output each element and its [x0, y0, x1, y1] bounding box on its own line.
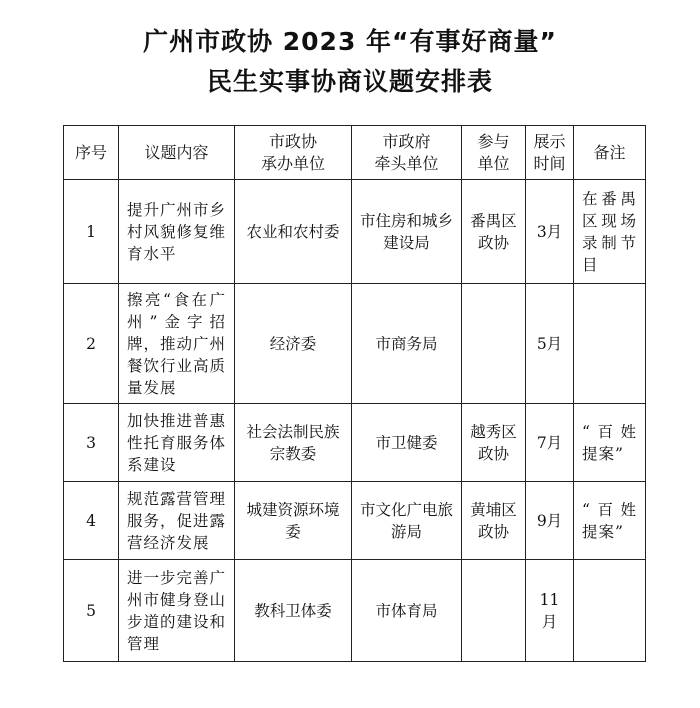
cell-gov-unit: 市体育局	[352, 560, 462, 662]
cell-gov-unit: 市文化广电旅游局	[352, 482, 462, 560]
cell-topic: 规范露营管理服务，促进露营经济发展	[119, 482, 235, 560]
cell-note	[574, 284, 646, 404]
header-time	[526, 126, 574, 180]
cell-participant	[462, 284, 526, 404]
header-gov-line2: 牵头单位	[374, 153, 439, 173]
cell-time: 11月	[526, 560, 574, 662]
cell-cppcc-unit: 农业和农村委	[235, 180, 352, 284]
table-row	[64, 482, 646, 560]
cell-topic: 擦亮“食在广州”金字招牌，推动广州餐饮行业高质量发展	[119, 284, 235, 404]
table-row	[64, 284, 646, 404]
cell-no: 2	[64, 284, 119, 404]
header-cppcc-line2: 承办单位	[260, 153, 325, 173]
cell-no: 5	[64, 560, 119, 662]
cell-time: 5月	[526, 284, 574, 404]
table-row	[64, 180, 646, 284]
cell-gov-unit: 市住房和城乡建设局	[352, 180, 462, 284]
cell-gov-unit: 市商务局	[352, 284, 462, 404]
header-gov-line1: 市政府	[382, 131, 431, 151]
cell-no: 1	[64, 180, 119, 284]
cell-note: “百姓提案”	[574, 482, 646, 560]
cell-topic: 提升广州市乡村风貌修复维育水平	[119, 180, 235, 284]
document-title-line-2: 民生实事协商议题安排表	[206, 67, 493, 96]
cell-time: 9月	[526, 482, 574, 560]
cell-participant: 番禺区政协	[462, 180, 526, 284]
header-cppcc-unit	[235, 126, 352, 180]
table-row	[64, 404, 646, 482]
schedule-table	[63, 125, 646, 662]
cell-cppcc-unit: 经济委	[235, 284, 352, 404]
cell-gov-unit: 市卫健委	[352, 404, 462, 482]
header-part-line2: 单位	[477, 153, 510, 173]
cell-note	[574, 560, 646, 662]
cell-cppcc-unit: 社会法制民族宗教委	[235, 404, 352, 482]
cell-topic: 加快推进普惠性托育服务体系建设	[119, 404, 235, 482]
header-cppcc-line1: 市政协	[268, 131, 317, 151]
cell-participant: 黄埔区政协	[462, 482, 526, 560]
header-topic: 议题内容	[119, 126, 235, 180]
header-no: 序号	[64, 126, 119, 180]
header-part-line1: 参与	[477, 131, 510, 151]
cell-topic: 进一步完善广州市健身登山步道的建设和管理	[119, 560, 235, 662]
cell-note: “百姓提案”	[574, 404, 646, 482]
cell-cppcc-unit: 教科卫体委	[235, 560, 352, 662]
table-header-row	[64, 126, 646, 180]
cell-no: 4	[64, 482, 119, 560]
document-title-line-1: 广州市政协 2023 年“有事好商量”	[143, 27, 557, 56]
cell-time: 7月	[526, 404, 574, 482]
header-gov-unit	[352, 126, 462, 180]
table-row	[64, 560, 646, 662]
header-time-line1: 展示	[533, 131, 566, 151]
header-note: 备注	[574, 126, 646, 180]
cell-note: 在番禺区现场录制节目	[574, 180, 646, 284]
header-time-line2: 时间	[533, 153, 566, 173]
cell-time: 3月	[526, 180, 574, 284]
cell-participant	[462, 560, 526, 662]
cell-no: 3	[64, 404, 119, 482]
cell-participant: 越秀区政协	[462, 404, 526, 482]
cell-cppcc-unit: 城建资源环境委	[235, 482, 352, 560]
header-participant	[462, 126, 526, 180]
